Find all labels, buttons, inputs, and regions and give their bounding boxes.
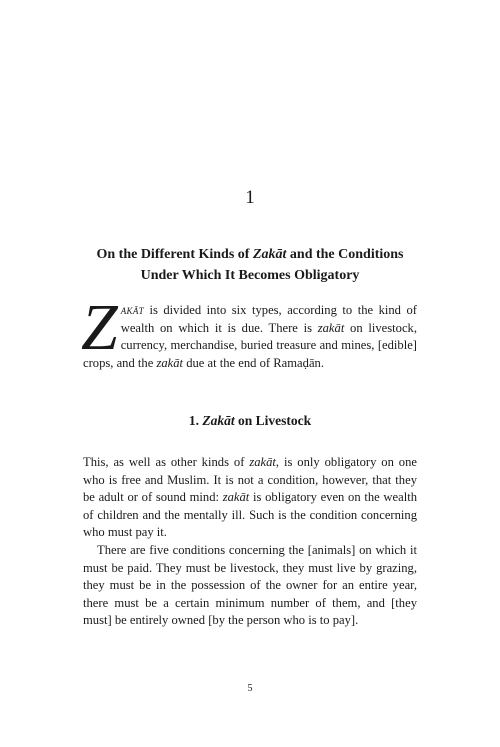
p1-italic-1: zakāt <box>249 455 276 469</box>
section-heading-suffix: on Livestock <box>234 413 312 428</box>
drop-cap: Z <box>81 291 118 364</box>
section-heading-italic: Zakāt <box>202 413 235 428</box>
section-body <box>83 454 417 630</box>
section-heading-prefix: 1. <box>188 413 203 428</box>
paragraph-2: There are five conditions concerning the [animals] on which it must be paid. They must be livestock, they must live by grazing, they must be in the possession of the owner for an entire year, there must be a certain minimum number of them, and [they must] be entirely owned [by the person who is to pay]. <box>83 542 417 628</box>
p1-text-b: , is only obligatory on one who is free and Muslim. It is not a condition, however, that they be adult or of sound mind: <box>83 455 417 505</box>
intro-italic-term-2: zakāt <box>156 355 184 370</box>
page-number: 5 <box>247 683 253 694</box>
p1-italic-2: zakāt <box>222 490 250 505</box>
section-heading <box>0 412 500 430</box>
chapter-number: 1 <box>245 187 255 208</box>
p1-text-a: This, as well as other kinds of <box>83 455 250 469</box>
intro-text-2: on livestock, currency, merchandise, buried treasure and mines, [edible] crops, and the <box>83 320 417 370</box>
intro-italic-term-1: zakāt <box>317 320 345 335</box>
intro-paragraph <box>81 291 417 372</box>
paragraph-1 <box>83 454 417 542</box>
intro-smallcaps-word: akāt <box>120 303 144 317</box>
chapter-title-text-cont: and the Conditions <box>286 247 404 262</box>
chapter-title-italic-term: Zakāt <box>252 247 287 262</box>
chapter-title-line2: Under Which It Becomes Obligatory <box>140 268 360 283</box>
chapter-title <box>60 244 440 286</box>
intro-text-3: due at the end of Ramaḍān. <box>183 355 324 370</box>
intro-text-1: is divided into six types, according to the kind of wealth on which it is due. There is <box>120 303 417 335</box>
p1-text-c: is obligatory even on the wealth of children and the mentally ill. Such is the condition concerning who must pay it. <box>83 490 417 540</box>
chapter-title-text: On the Different Kinds of <box>96 247 253 262</box>
